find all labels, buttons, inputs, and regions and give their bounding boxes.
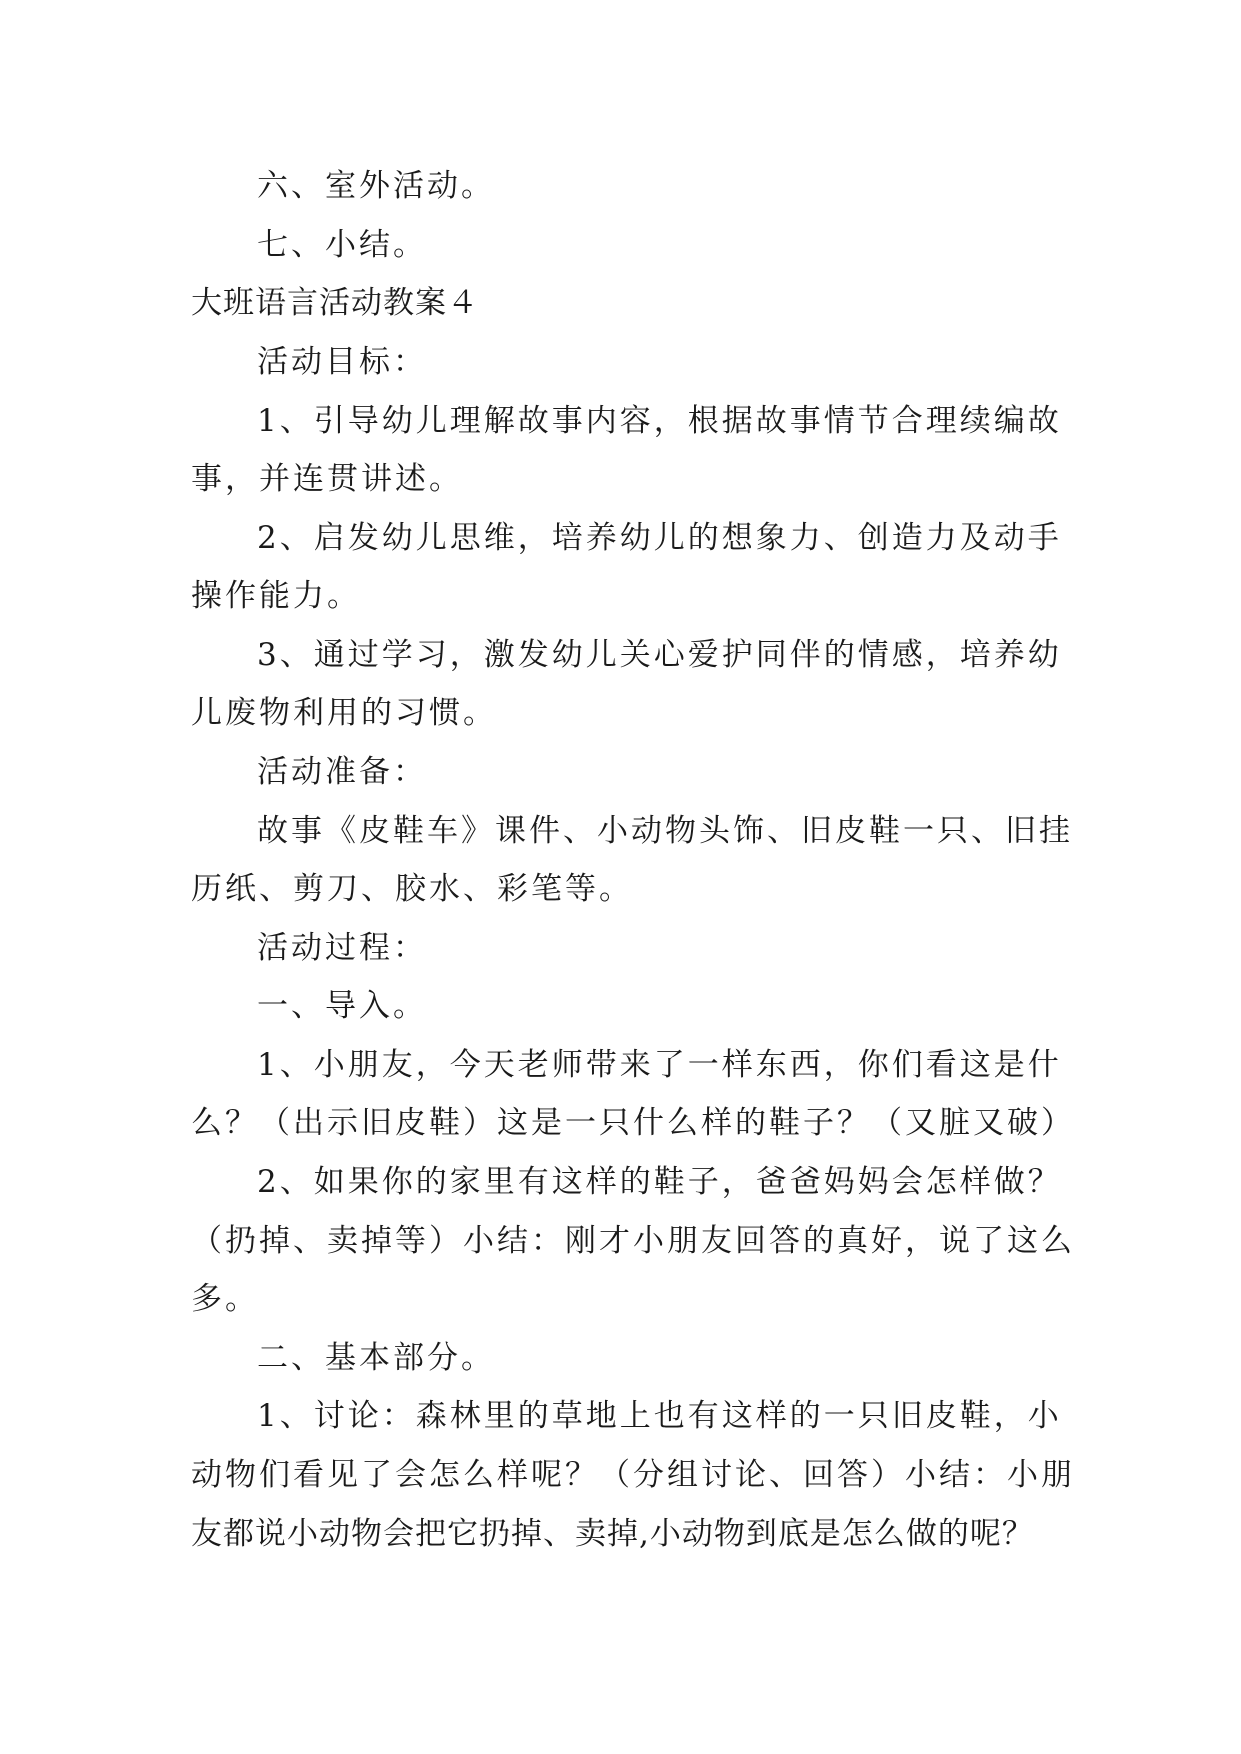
intro-step-1-line-2: 么？（出示旧皮鞋）这是一只什么样的鞋子？（又脏又破） [191,1105,1075,1141]
section-heading-summary: 七、小结。 [257,227,427,263]
goal-3-line-1: 3、通过学习，激发幼儿关心爱护同伴的情感，培养幼 [257,637,1062,673]
main-step-1-line-1: 1、讨论：森林里的草地上也有这样的一只旧皮鞋，小 [257,1398,1062,1434]
goal-1-line-2: 事，并连贯讲述。 [191,461,463,497]
main-step-1-line-3: 友都说小动物会把它扔掉、卖掉,小动物到底是怎么做的呢？ [191,1516,1034,1552]
goal-2-line-2: 操作能力。 [191,578,361,614]
lesson-plan-title: 大班语言活动教案４ [191,285,479,321]
intro-step-2-line-3: 多。 [191,1281,259,1317]
preparation-line-2: 历纸、剪刀、胶水、彩笔等。 [191,871,633,907]
section-heading-introduction: 一、导入。 [257,988,427,1024]
goal-2-line-1: 2、启发幼儿思维，培养幼儿的想象力、创造力及动手 [257,520,1062,556]
goal-3-line-2: 儿废物利用的习惯。 [191,695,497,731]
goal-1-line-1: 1、引导幼儿理解故事内容，根据故事情节合理续编故 [257,403,1062,439]
section-heading-outdoor-activity: 六、室外活动。 [257,168,495,204]
main-step-1-line-2: 动物们看见了会怎么样呢？（分组讨论、回答）小结：小朋 [191,1457,1075,1493]
intro-step-2-line-1: 2、如果你的家里有这样的鞋子，爸爸妈妈会怎样做？ [257,1164,1062,1200]
preparation-line-1: 故事《皮鞋车》课件、小动物头饰、旧皮鞋一只、旧挂 [257,813,1073,849]
intro-step-1-line-1: 1、小朋友，今天老师带来了一样东西，你们看这是什 [257,1047,1062,1083]
intro-step-2-line-2: （扔掉、卖掉等）小结：刚才小朋友回答的真好，说了这么 [191,1223,1075,1259]
process-heading: 活动过程： [257,930,427,966]
section-heading-main-part: 二、基本部分。 [257,1340,495,1376]
preparation-heading: 活动准备： [257,754,427,790]
goals-heading: 活动目标： [257,344,427,380]
